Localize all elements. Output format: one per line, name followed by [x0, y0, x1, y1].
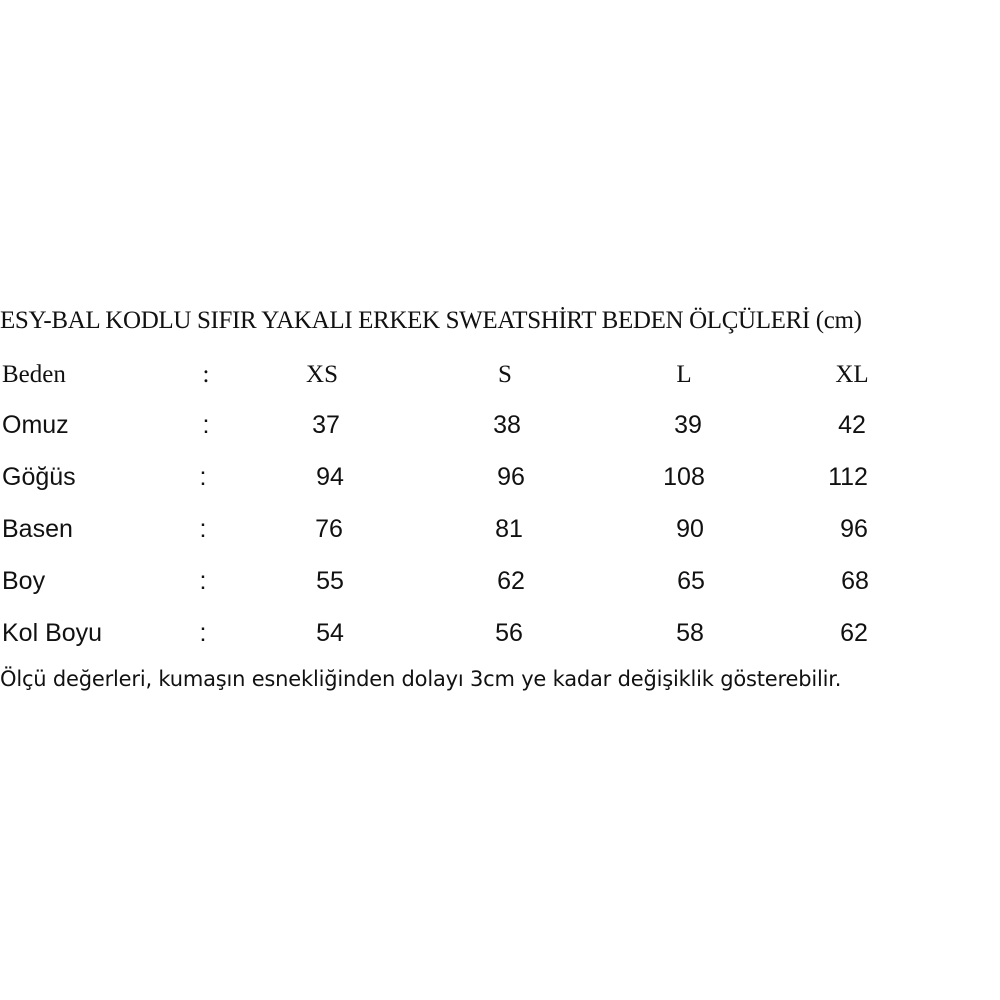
value-l: 108 — [663, 463, 705, 491]
value-l: 39 — [674, 411, 702, 439]
value-xl: 42 — [838, 411, 866, 439]
value-xs: 55 — [316, 567, 344, 595]
size-l-header: L — [676, 361, 692, 388]
size-xs-header: XS — [306, 361, 338, 388]
size-chart-title: ESY-BAL KODLU SIFIR YAKALI ERKEK SWEATSHİRT BEDEN ÖLÇÜLERİ (cm) — [0, 307, 862, 334]
measurement-colon: : — [199, 515, 207, 543]
measurement-row-kol-boyu — [0, 613, 1000, 653]
measurement-label: Basen — [2, 515, 73, 543]
size-header-row — [0, 355, 1000, 395]
measurement-row-omuz — [0, 405, 1000, 445]
value-xs: 76 — [315, 515, 343, 543]
value-l: 65 — [677, 567, 705, 595]
measurement-label: Omuz — [2, 411, 69, 439]
value-s: 38 — [493, 411, 521, 439]
value-xs: 94 — [316, 463, 344, 491]
header-label: Beden — [2, 361, 66, 388]
size-s-header: S — [498, 361, 512, 388]
value-xl: 96 — [840, 515, 868, 543]
value-xl: 112 — [828, 463, 868, 491]
measurement-row-boy — [0, 561, 1000, 601]
measurement-label: Kol Boyu — [2, 619, 103, 647]
measurement-colon: : — [199, 619, 207, 647]
measurement-row-basen — [0, 509, 1000, 549]
measurement-colon: : — [199, 567, 207, 595]
value-xs: 54 — [316, 619, 344, 647]
measurement-tolerance-note: Ölçü değerleri, kumaşın esnekliğinden dolayı 3cm ye kadar değişiklik gösterebilir. — [0, 667, 842, 691]
value-xs: 37 — [312, 411, 340, 439]
value-l: 58 — [676, 619, 704, 647]
header-colon: : — [202, 361, 210, 388]
measurement-colon: : — [199, 463, 207, 491]
measurement-label: Boy — [2, 567, 46, 595]
measurement-colon: : — [202, 411, 210, 439]
value-xl: 68 — [841, 567, 869, 595]
value-s: 62 — [497, 567, 525, 595]
measurement-row-gogus — [0, 457, 1000, 497]
value-s: 96 — [497, 463, 525, 491]
value-s: 56 — [495, 619, 523, 647]
value-xl: 62 — [840, 619, 868, 647]
size-xl-header: XL — [835, 361, 869, 388]
measurement-label: Göğüs — [2, 463, 76, 491]
value-l: 90 — [676, 515, 704, 543]
value-s: 81 — [495, 515, 523, 543]
